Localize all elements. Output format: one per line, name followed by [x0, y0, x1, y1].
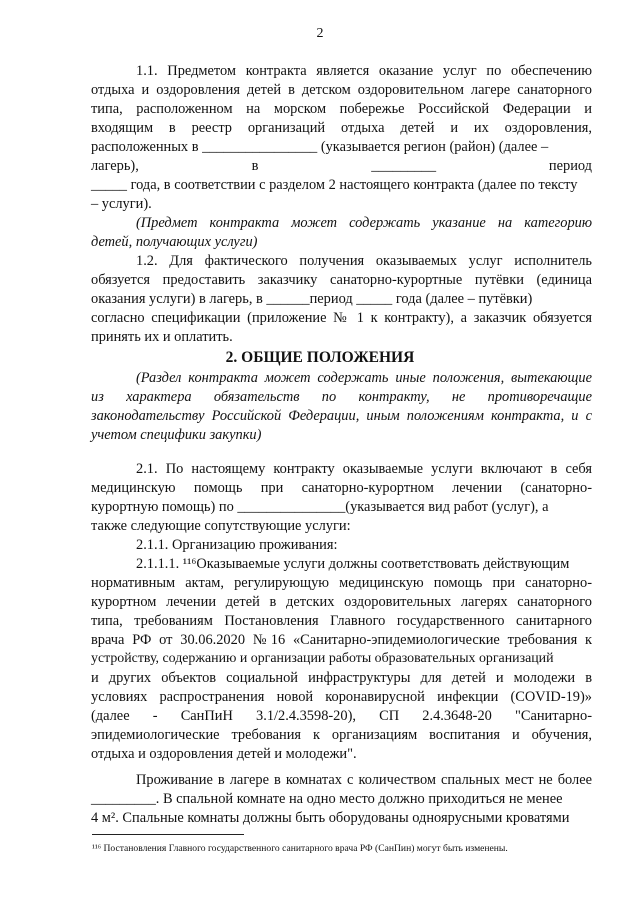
text-line: также следующие сопутствующие услуги:: [91, 518, 351, 534]
text-line: обязуется предоставить заказчику санаторно-курортные путёвки (единица: [91, 272, 592, 288]
text-line: отдыха и оздоровления детей и молодежи".: [91, 746, 357, 762]
text-line: оказания услуги) в лагерь, в ______период _____ года (далее – путёвки): [91, 291, 533, 307]
text-line: 2.1.1.1. ¹¹⁶Оказываемые услуги должны соответствовать действующим: [136, 556, 570, 572]
text-line: отдыха и оздоровления детей в детском оздоровительном лагере санаторного: [91, 82, 592, 98]
text-line: типа, требованиям Постановления Главного государственного санитарного: [91, 613, 592, 629]
text-line: Проживание в лагере в комнатах с количеством спальных мест не более: [136, 772, 592, 788]
text-line: _____ года, в соответствии с разделом 2 настоящего контракта (далее по тексту: [91, 177, 578, 193]
text-line: (далее - СанПиН 3.1/2.4.3598-20), СП 2.4.3648-20 "Санитарно-: [91, 708, 592, 724]
italic-note-line: (Раздел контракта может содержать иные положения, вытекающие: [136, 370, 592, 386]
text-line: 4 м². Спальные комнаты должны быть оборудованы одноярусными кроватями: [91, 810, 570, 826]
italic-note-line: из характера обязательств по контракту, не противоречащие: [91, 389, 592, 405]
page-number: 2: [316, 26, 324, 41]
text-line: 2.1. По настоящему контракту оказываемые услуги включают в себя: [136, 461, 592, 477]
italic-note-line: учетом специфики закупки): [91, 427, 262, 443]
text-line: и других объектов социальной инфраструктуры для детей и молодежи в: [91, 670, 592, 686]
text-line: лагерь), в _________ период: [91, 158, 592, 174]
text-line: согласно спецификации (приложение № 1 к контракту), а заказчик обязуется: [91, 310, 592, 326]
footnote-divider: [92, 834, 244, 835]
text-line: принять их и оплатить.: [91, 329, 233, 345]
italic-note-line: (Предмет контракта может содержать указание на категорию: [136, 215, 592, 231]
text-line: медицинскую помощь при санаторно-курортном лечении (санаторно-: [91, 480, 592, 496]
text-line: 1.2. Для фактического получения оказываемых услуг исполнитель: [136, 253, 592, 269]
text-line: врача РФ от 30.06.2020 №16 «Санитарно-эпидемиологические требования к: [91, 632, 592, 648]
text-line: курортную помощь) по _______________(указывается вид работ (услуг), а: [91, 499, 549, 515]
text-line: типа, расположенном на морском побережье Российской Федерации и: [91, 101, 592, 117]
text-line: условиях распространения новой коронавирусной инфекции (COVID-19)»: [91, 689, 592, 705]
italic-note-line: законодательству Российской Федерации, иным положениям контракта, и с: [91, 408, 592, 424]
section-heading: 2. ОБЩИЕ ПОЛОЖЕНИЯ: [225, 349, 415, 366]
footnote: ¹¹⁶ Постановления Главного государственного санитарного врача РФ (СанПин) могут быть изменены.: [92, 843, 508, 854]
text-line: входящим в реестр организаций отдыха детей и их оздоровления,: [91, 120, 592, 136]
text-line: – услуги).: [91, 196, 152, 212]
text-line: расположенных в ________________ (указывается регион (район) (далее –: [91, 139, 549, 155]
text-line: _________. В спальной комнате на одно место должно приходиться не менее: [91, 791, 563, 807]
text-line: 1.1. Предметом контракта является оказание услуг по обеспечению: [136, 63, 592, 79]
text-line: эпидемиологические требования к организациям воспитания и обучения,: [91, 727, 592, 743]
text-line: курортном лечении детей в детских оздоровительных лагерях санаторного: [91, 594, 592, 610]
italic-note-line: детей, получающих услуги): [91, 234, 258, 250]
text-line: устройству, содержанию и организации работы образовательных организаций: [91, 651, 554, 666]
text-line: 2.1.1. Организацию проживания:: [136, 537, 338, 553]
text-line: нормативным актам, регулирующую медицинскую помощь при санаторно-: [91, 575, 592, 591]
